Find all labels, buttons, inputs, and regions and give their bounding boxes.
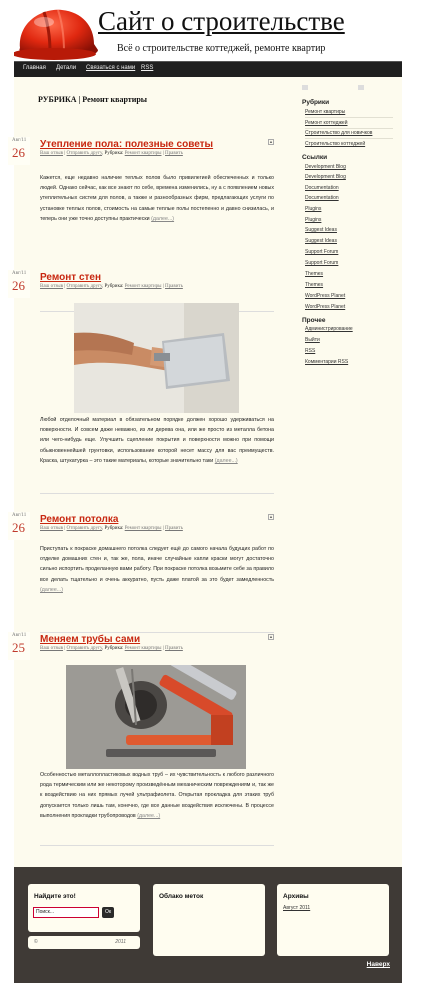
sidebar-item-link[interactable]: WordPress Planet [305,293,346,299]
read-more-link[interactable]: (далее...) [214,457,238,464]
post-excerpt [40,544,274,595]
post-date-day: 26 [12,278,25,293]
post-excerpt [40,173,274,224]
post-date-month: Авг/11 [12,138,27,143]
sidebar-item-comments-rss[interactable]: Комментарии RSS [305,359,349,365]
post-image-pipes[interactable] [66,665,246,769]
post-date-day: 26 [12,520,25,535]
post-date-month: Авг/11 [12,633,27,638]
reviews-link[interactable]: Ваш отзыв [40,151,64,156]
nav-item-home[interactable]: Главная [23,65,46,71]
sidebar-item-link[interactable]: Support Forum [305,249,339,255]
main-nav [14,61,402,77]
sidebar-item-link[interactable]: Plugins [305,206,322,212]
sidebar-item-rubric[interactable]: Ремонт квартиры [305,109,346,115]
post-date-day: 25 [12,640,25,655]
search-widget [28,884,140,932]
post-excerpt-text: Особенностью металлопластиковых водных труб – их чувствительность к любого различного рода термическим или же некоторому произведённым механическим повреждениям и, так же к воздействию на них прямых лучей ультрафиолета. Открытая прокладка для этаких труб допускается только лишь там, конечно, где все данные воздействия исключены. В процессе выполнения прокладки трубопроводов [40,772,274,819]
post-title[interactable]: Ремонт стен [40,272,102,283]
sidebar-item-link[interactable]: WordPress Planet [305,304,346,310]
sidebar-item-link[interactable]: Suggest Ideas [305,227,337,233]
edit-link[interactable]: Править [165,284,183,289]
sidebar-heading-rubrics: Рубрики [302,99,330,106]
plastering-image [74,303,239,413]
sidebar-item-link[interactable]: Themes [305,271,324,277]
copyright-box [28,936,140,949]
rubric-link[interactable]: Ремонт квартиры [124,284,162,289]
post-date [8,632,30,660]
send-friend-link[interactable]: Отправить другу [66,526,103,531]
post-meta: Ваш отзыв | Отправить другу, Рубрика: Ремонт квартиры | Править [40,284,183,289]
sidebar-item-link[interactable]: Development Blog [305,164,346,170]
nav-item-contact[interactable]: Связаться с нами [86,65,136,71]
rubric-label: Рубрика: [104,284,124,289]
sidebar-heading-links: Ссылки [302,154,328,161]
post-date [8,270,30,298]
reviews-link[interactable]: Ваш отзыв [40,646,64,651]
site-header [0,0,422,60]
tag-cloud-widget [153,884,265,956]
sidebar-item-rubric[interactable]: Строительство коттеджей [305,141,366,147]
read-more-link[interactable]: (далее...) [151,215,175,222]
sidebar-item-admin[interactable]: Администрирование [305,326,353,332]
post [14,512,276,642]
post-meta: Ваш отзыв | Отправить другу, Рубрика: Ремонт квартиры | Править [40,646,183,651]
rubric-label: Рубрика: [104,151,124,156]
search-button[interactable]: Ок [102,907,114,918]
post-date-month: Авг/11 [12,271,27,276]
post-image-wall[interactable] [74,303,239,413]
post-divider [40,845,274,846]
page-title: РУБРИКА | Ремонт квартиры [38,95,148,104]
site-description: Всё о строительстве коттеджей, ремонте квартир [117,43,326,54]
sidebar-item-link[interactable]: Documentation [305,185,339,191]
site-title[interactable]: Сайт о строительстве [98,6,345,36]
rubric-link[interactable]: Ремонт квартиры [124,646,162,651]
sidebar-item-link[interactable]: Documentation [305,195,339,201]
edit-link[interactable]: Править [165,646,183,651]
sidebar-divider [305,138,393,139]
collapse-icon[interactable]: ▲ [269,514,273,519]
post-title[interactable]: Ремонт потолка [40,514,119,525]
post-excerpt-text: Приступать к покраске домашнего потолка следует ещё до самого начала будущих работ по отделке домашних стен и, так же, пола, иначе случайные капли краски могут достаточно сильно испортить проделанную вами работу. При покраске потолка возьмите себе за правило все делать тщательно и очень аккуратно, пусть даже платой за это будет замедленность [40,546,274,583]
post-excerpt-text: Любой отделочный материал в обязательном порядке должен хорошо удерживаться на поверхности. И совсем даже неважно, из ли дерева она, или же просто из металла бетона или чего-нибудь еще. Улучшить сцепление покрытия и поверхности можно при помощи обыкновеннейшей грунтовки, использование которой несет массу для вас преимуществ. Краска, штукатурка – это такие материалы, которые значительно таки [40,417,274,464]
copyright-text: © [34,939,38,945]
post-excerpt-text: Кажется, еще недавно наличие теплых полов было привилегией обеспеченных и только людей. Однако сейчас, как все знают по себе, времена изменились, ну а с появлением новых утеплительных систем для полов, а также и разнообразных фирм, предлагающих услуги по установке теплых полов, стоимость на самые теплые полы постепенно и давно снизилась, и теперь они уже точно доступны практически [40,175,274,222]
read-more-link[interactable]: (далее...) [137,812,161,819]
reviews-link[interactable]: Ваш отзыв [40,284,64,289]
post [14,270,276,500]
nav-item-details[interactable]: Детали [56,65,77,71]
copyright-year: 2011 [115,939,126,945]
post-date [8,137,30,165]
search-input[interactable]: Поиск... [33,907,99,918]
post-title[interactable]: Меняем трубы сами [40,634,141,645]
site-footer [14,867,402,983]
sidebar-item-logout[interactable]: Выйти [305,337,320,343]
sidebar-item-rss[interactable]: RSS [305,348,316,354]
search-widget-title: Найдите это! [34,893,76,900]
sidebar-item-link[interactable]: Support Forum [305,260,339,266]
back-to-top-link[interactable]: Наверх [366,961,390,968]
send-friend-link[interactable]: Отправить другу [66,284,103,289]
nav-item-rss[interactable]: RSS [141,65,154,71]
post-meta: Ваш отзыв | Отправить другу, Рубрика: Ремонт квартиры | Править [40,151,183,156]
reviews-link[interactable]: Ваш отзыв [40,526,64,531]
sidebar-item-link[interactable]: Development Blog [305,174,346,180]
post-date-month: Авг/11 [12,513,27,518]
archive-widget [277,884,389,956]
post-meta: Ваш отзыв | Отправить другу, Рубрика: Ремонт квартиры | Править [40,526,183,531]
rss-icon[interactable] [358,85,364,90]
sidebar-divider [305,117,393,118]
edit-link[interactable]: Править [165,151,183,156]
read-more-link[interactable]: (далее...) [40,586,63,593]
helmet-logo-icon[interactable] [14,4,100,66]
send-friend-link[interactable]: Отправить другу [66,646,103,651]
sidebar-item-link[interactable]: Suggest Ideas [305,238,337,244]
sidebar-item-link[interactable]: Themes [305,282,324,288]
sidebar-item-rubric[interactable]: Строительство для новичков [305,130,373,136]
post-date [8,512,30,540]
pipes-image [66,665,246,769]
send-friend-link[interactable]: Отправить другу [66,151,103,156]
archive-link[interactable]: Август 2011 [283,905,311,911]
sidebar-item-rubric[interactable]: Ремонт коттеджей [305,120,348,126]
tag-cloud-title: Облако меток [159,893,204,900]
post-divider [40,493,274,494]
post-title[interactable]: Утепление пола: полезные советы [40,139,214,150]
post-date-day: 26 [12,145,25,160]
rubric-link[interactable]: Ремонт квартиры [124,526,162,531]
search-icon[interactable] [302,85,308,90]
archive-title: Архивы [283,893,309,900]
content-area [14,77,402,867]
rubric-label: Рубрика: [104,526,124,531]
sidebar-heading-other: Прочее [302,317,326,324]
rubric-label: Рубрика: [104,646,124,651]
post-excerpt [40,770,274,821]
collapse-icon[interactable]: ▲ [269,634,273,639]
sidebar-divider [305,128,393,129]
edit-link[interactable]: Править [165,526,183,531]
post [14,632,276,867]
collapse-icon[interactable]: ▲ [269,139,273,144]
rubric-link[interactable]: Ремонт квартиры [124,151,162,156]
sidebar-item-link[interactable]: Plugins [305,217,322,223]
post-excerpt [40,415,274,466]
